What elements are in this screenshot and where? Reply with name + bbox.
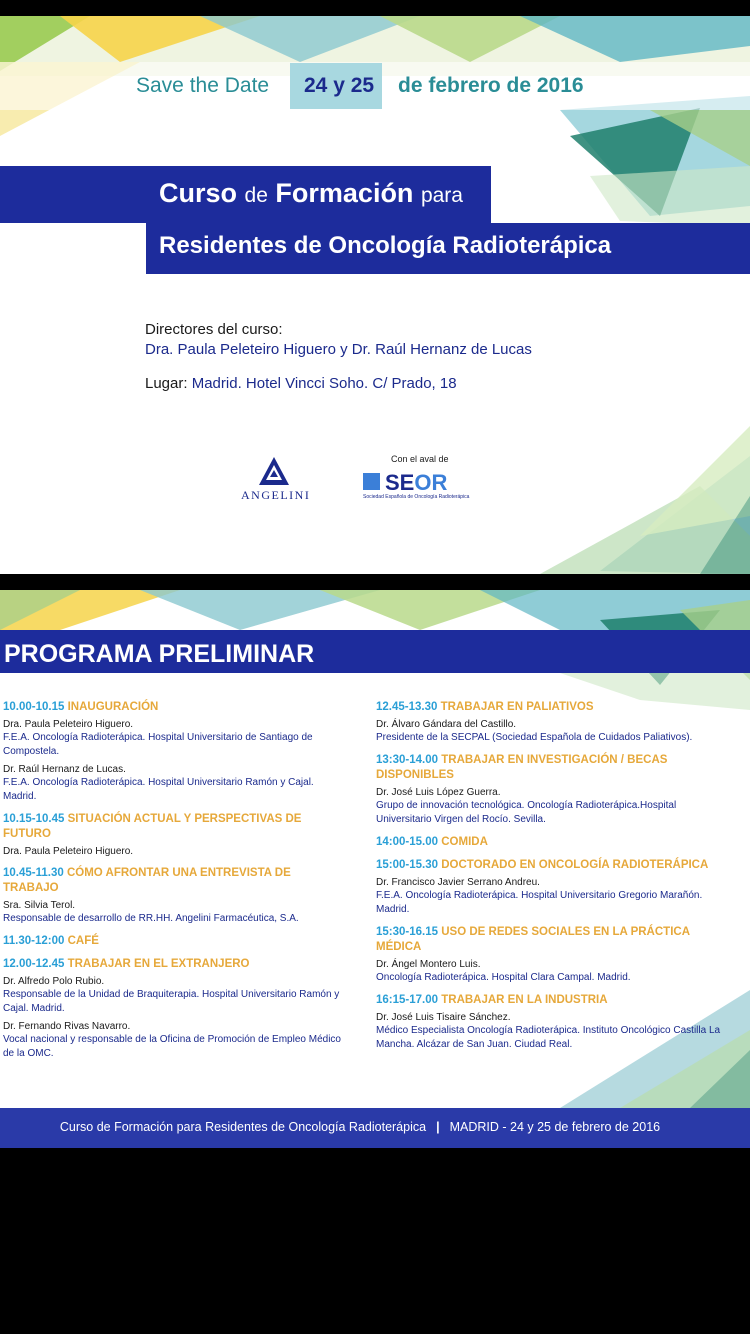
speaker-name: Dr. Alfredo Polo Rubio. bbox=[3, 976, 105, 987]
session-time: 16:15-17.00 bbox=[376, 994, 439, 1006]
session-name: CÓMO AFRONTAR UNA ENTREVISTA DE TRABAJO bbox=[3, 867, 291, 894]
session-heading bbox=[3, 812, 343, 842]
seor-wordmark-or: OR bbox=[414, 470, 448, 495]
program-session bbox=[3, 700, 343, 804]
session-heading bbox=[376, 700, 726, 715]
speaker-name: Dr. Fernando Rivas Navarro. bbox=[3, 1021, 131, 1032]
speaker-name: Dr. José Luis Tisaire Sánchez. bbox=[376, 1012, 511, 1023]
session-time: 12.00-12.45 bbox=[3, 958, 65, 970]
session-heading bbox=[376, 835, 726, 850]
session-name: CAFÉ bbox=[67, 935, 99, 947]
session-time: 13:30-14.00 bbox=[376, 754, 439, 766]
program-session bbox=[3, 812, 343, 858]
date-month-year: de febrero de 2016 bbox=[398, 74, 584, 97]
angelini-logo-icon bbox=[258, 456, 290, 486]
speaker-role: Oncología Radioterápica. Hospital Clara Campal. Madrid. bbox=[376, 972, 631, 983]
speaker-role: Médico Especialista Oncología Radioterápica. Instituto Oncológico Castilla La Mancha. Alcázar de San Juan. Ciudad Real. bbox=[376, 1025, 721, 1050]
session-name: DOCTORADO EN ONCOLOGÍA RADIOTERÁPICA bbox=[441, 859, 709, 871]
session-time: 15:30-16.15 bbox=[376, 926, 439, 938]
session-heading bbox=[3, 934, 343, 949]
program-session bbox=[376, 925, 726, 985]
program-session bbox=[376, 700, 726, 745]
session-time: 10.45-11.30 bbox=[3, 867, 64, 879]
session-name: SITUACIÓN ACTUAL Y PERSPECTIVAS DE FUTURO bbox=[3, 813, 302, 840]
program-session bbox=[376, 858, 726, 917]
program-session bbox=[3, 934, 343, 949]
session-time: 15:00-15.30 bbox=[376, 859, 439, 871]
program-session bbox=[376, 993, 726, 1052]
seor-logo-icon bbox=[363, 473, 380, 490]
session-name: USO DE REDES SOCIALES EN LA PRÁCTICA MÉDICA bbox=[376, 926, 690, 953]
program-card bbox=[0, 590, 750, 1148]
speaker-name: Dr. Raúl Hernanz de Lucas. bbox=[3, 764, 126, 775]
title-word-formacion: Formación bbox=[275, 178, 414, 208]
session-heading bbox=[376, 925, 726, 955]
speaker-name: Dr. José Luis López Guerra. bbox=[376, 787, 501, 798]
program-session bbox=[3, 957, 343, 1061]
program-session bbox=[376, 835, 726, 850]
seor-wordmark-se: SE bbox=[385, 470, 415, 495]
speaker-name: Dr. Álvaro Gándara del Castillo. bbox=[376, 719, 517, 730]
program-title: PROGRAMA PRELIMINAR bbox=[4, 640, 315, 668]
speaker-name: Dr. Ángel Montero Luis. bbox=[376, 959, 481, 970]
speaker-role: Presidente de la SECPAL (Sociedad Española de Cuidados Paliativos). bbox=[376, 732, 693, 743]
speaker-name: Dra. Paula Peleteiro Higuero. bbox=[3, 719, 134, 730]
speaker-role: Responsable de desarrollo de RR.HH. Angelini Farmacéutica, S.A. bbox=[3, 913, 299, 924]
session-name: TRABAJAR EN PALIATIVOS bbox=[440, 701, 594, 713]
seor-subtitle: Sociedad Española de Oncología Radioterápica bbox=[363, 494, 470, 500]
save-the-date-label: Save the Date bbox=[136, 74, 270, 97]
speaker-role: Responsable de la Unidad de Braquiterapia. Hospital Universitario Ramón y Cajal. Madrid. bbox=[3, 989, 340, 1014]
session-heading bbox=[376, 753, 726, 783]
speaker-role: F.E.A. Oncología Radioterápica. Hospital Universitario de Santiago de Compostela. bbox=[3, 732, 313, 757]
aval-label: Con el aval de bbox=[391, 454, 449, 464]
speaker-role: Vocal nacional y responsable de la Oficina de Promoción de Empleo Médico de la OMC. bbox=[3, 1034, 341, 1059]
session-time: 14:00-15.00 bbox=[376, 836, 439, 848]
save-the-date-card bbox=[0, 16, 750, 574]
program-column-right bbox=[376, 700, 726, 1060]
course-title-line-1 bbox=[159, 178, 463, 209]
date-days: 24 y 25 bbox=[304, 74, 375, 97]
footer-separator: | bbox=[436, 1120, 440, 1134]
speaker-role: F.E.A. Oncología Radioterápica. Hospital Universitario Ramón y Cajal. Madrid. bbox=[3, 777, 314, 802]
session-heading bbox=[376, 858, 726, 873]
speaker-role: Grupo de innovación tecnológica. Oncología Radioterápica.Hospital Universitario Virgen del Rocío. Sevilla. bbox=[376, 800, 677, 825]
footer-text bbox=[0, 1120, 720, 1134]
footer-place-date: MADRID - 24 y 25 de febrero de 2016 bbox=[449, 1120, 661, 1134]
title-word-de: de bbox=[244, 184, 268, 207]
session-heading bbox=[3, 700, 343, 715]
title-word-curso: Curso bbox=[159, 178, 238, 208]
session-time: 12.45-13.30 bbox=[376, 701, 438, 713]
session-name: TRABAJAR EN LA INDUSTRIA bbox=[441, 994, 608, 1006]
venue-label: Lugar: bbox=[145, 375, 188, 392]
session-heading bbox=[3, 957, 343, 972]
session-name: COMIDA bbox=[441, 836, 488, 848]
title-word-para: para bbox=[420, 184, 463, 207]
speaker-name: Sra. Silvia Terol. bbox=[3, 900, 76, 911]
session-time: 11.30-12:00 bbox=[3, 935, 65, 947]
speaker-name: Dr. Francisco Javier Serrano Andreu. bbox=[376, 877, 540, 888]
speaker-name: Dra. Paula Peleteiro Higuero. bbox=[3, 846, 134, 857]
seor-wordmark bbox=[385, 470, 447, 496]
session-time: 10.00-10.15 bbox=[3, 701, 65, 713]
session-name: INAUGURACIÓN bbox=[67, 701, 159, 713]
session-heading bbox=[3, 866, 343, 896]
session-time: 10.15-10.45 bbox=[3, 813, 65, 825]
session-name: TRABAJAR EN EL EXTRANJERO bbox=[67, 958, 250, 970]
program-session bbox=[3, 866, 343, 926]
directors-label: Directores del curso: bbox=[145, 321, 283, 338]
session-name: TRABAJAR EN INVESTIGACIÓN / BECAS DISPONIBLES bbox=[376, 754, 668, 781]
footer-course: Curso de Formación para Residentes de Oncología Radioterápica bbox=[59, 1120, 427, 1134]
session-heading bbox=[376, 993, 726, 1008]
venue-value: Madrid. Hotel Vincci Soho. C/ Prado, 18 bbox=[191, 375, 457, 392]
course-title-line-2: Residentes de Oncología Radioterápica bbox=[159, 232, 612, 259]
speaker-role: F.E.A. Oncología Radioterápica. Hospital Universitario Gregorio Marañón. Madrid. bbox=[376, 890, 703, 915]
venue bbox=[145, 375, 457, 392]
directors-names: Dra. Paula Peleteiro Higuero y Dr. Raúl Hernanz de Lucas bbox=[145, 341, 532, 358]
angelini-wordmark: ANGELINI bbox=[241, 488, 311, 502]
program-session bbox=[376, 753, 726, 827]
program-column-left bbox=[3, 700, 343, 1069]
